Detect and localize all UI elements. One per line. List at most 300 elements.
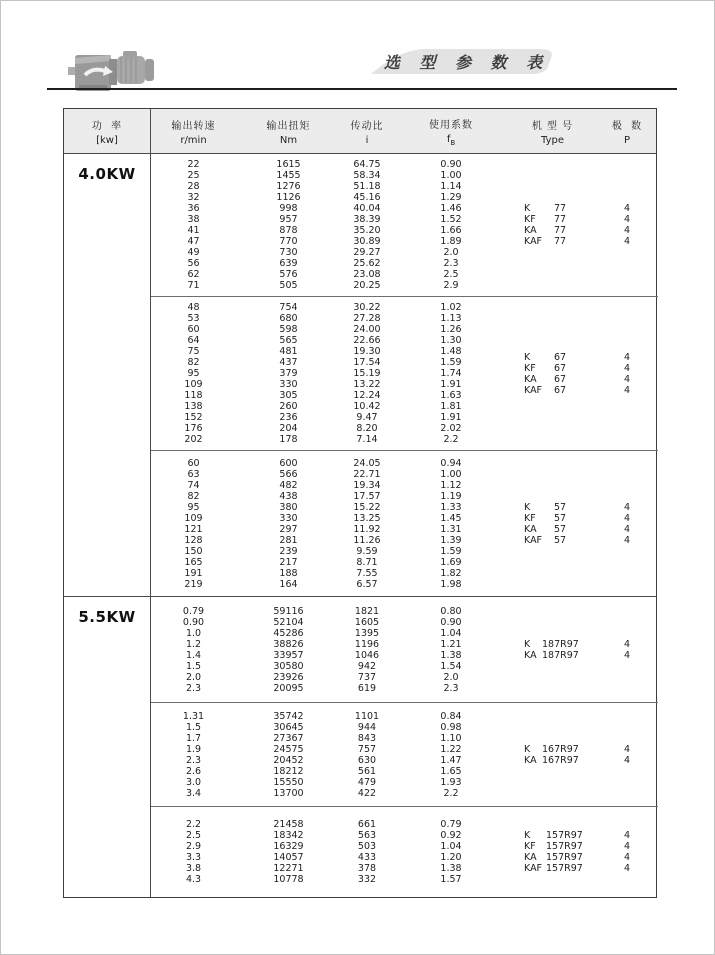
ratio-value: 433 [357,852,377,863]
speed-value: 2.0 [185,671,202,683]
ratio-value: 8.20 [356,423,378,434]
model-entry [524,863,596,874]
power-label: 4.0KW [78,165,136,183]
torque-column [236,807,341,897]
ratio-value: 30.22 [353,302,381,313]
ratio-value: 17.54 [353,357,381,368]
torque-column [236,154,341,296]
ratio-value: 29.27 [353,247,381,258]
torque-value: 12271 [273,863,304,874]
model-size: 187R97 [542,649,579,661]
torque-value: 565 [279,335,298,346]
service-factor-value: 1.33 [440,501,462,513]
speed-value: 152 [184,412,203,423]
speed-value: 1.31 [182,710,205,722]
ratio-value: 22.66 [353,335,381,346]
poles-column [596,451,658,596]
service-factor-value: 2.9 [443,280,459,291]
service-factor-value: 2.0 [443,247,459,258]
ratio-value: 332 [357,874,377,885]
model-entry [524,744,596,755]
model-prefix: K [524,638,531,650]
poles-value: 4 [623,512,631,524]
model-size: 57 [554,523,567,535]
poles-value: 4 [623,649,631,661]
model-size: 157R97 [546,830,583,841]
poles-value: 4 [623,523,631,535]
torque-value: 770 [279,236,298,247]
torque-value: 438 [279,490,298,502]
service-factor-value: 1.22 [440,743,462,755]
torque-column [236,597,341,702]
service-factor-value: 1.81 [440,401,462,412]
model-prefix: KA [524,754,537,766]
model-prefix: KA [524,373,537,385]
speed-value: 95 [187,501,200,513]
ratio-value: 1046 [354,649,380,661]
speed-value: 2.3 [185,682,202,694]
poles-column [596,703,658,806]
table-block [151,597,658,702]
model-prefix: K [524,351,531,363]
poles-value: 4 [623,863,631,874]
ratio-value: 27.28 [353,313,381,324]
torque-value: 27367 [273,732,304,744]
torque-value: 680 [279,313,298,324]
ratio-value: 24.05 [353,457,381,469]
torque-value: 566 [279,468,298,480]
ratio-value: 1605 [354,616,380,628]
ratio-value: 38.39 [353,214,381,225]
poles-value: 4 [623,830,631,841]
model-entry [524,374,596,385]
speed-value: 1.5 [185,660,202,672]
table-header [64,109,656,154]
service-factor-value: 1.10 [440,732,462,744]
service-factor-value: 1.74 [440,368,462,379]
poles-value: 4 [623,501,631,513]
torque-value: 23926 [273,671,304,683]
torque-column [236,703,341,806]
torque-value: 14057 [273,852,304,863]
model-prefix: KAF [524,863,543,874]
speed-value: 1.0 [185,627,202,639]
speed-value: 3.4 [185,787,202,799]
model-size: 57 [554,501,567,513]
service-factor-column [393,597,509,702]
model-size: 57 [554,512,567,524]
model-entry [524,841,596,852]
ratio-column [341,154,393,296]
service-factor-value: 2.02 [440,423,462,434]
service-factor-column [393,807,509,897]
poles-value: 4 [623,214,631,225]
service-factor-value: 1.69 [440,556,462,568]
torque-column [236,451,341,596]
model-prefix: KA [524,523,537,535]
model-prefix: K [524,203,531,214]
service-factor-value: 1.02 [440,302,462,313]
service-factor-value: 1.21 [440,638,462,650]
model-entry [524,830,596,841]
ratio-value: 944 [357,721,377,733]
ratio-column [341,597,393,702]
col-header-torque: 输出扭矩 Nm [266,120,311,146]
ratio-value: 17.57 [353,490,381,502]
speed-value: 64 [187,335,200,346]
torque-value: 437 [279,357,298,368]
model-size: 77 [554,236,567,247]
service-factor-value: 1.47 [440,754,462,766]
ratio-value: 19.30 [353,346,381,357]
speed-value: 109 [184,512,203,524]
speed-value: 202 [184,434,203,445]
torque-value: 10778 [273,874,304,885]
model-entry [524,225,596,236]
torque-value: 998 [279,203,298,214]
ratio-column [341,297,393,450]
speed-value: 2.2 [185,819,202,830]
service-factor-value: 1.19 [440,490,462,502]
col-header-ratio: 传动比 i [350,120,384,146]
model-size: 187R97 [542,638,579,650]
ratio-value: 422 [357,787,377,799]
speed-value: 0.90 [182,616,205,628]
service-factor-value: 1.04 [440,627,462,639]
ratio-value: 378 [357,863,377,874]
ratio-value: 757 [357,743,377,755]
torque-value: 281 [279,534,298,546]
speed-column [151,807,236,897]
model-prefix: KF [524,841,536,852]
speed-value: 60 [187,457,200,469]
model-entry [524,203,596,214]
ratio-value: 563 [357,830,377,841]
torque-value: 30580 [273,660,304,672]
poles-value: 4 [623,841,631,852]
speed-value: 176 [184,423,203,434]
service-factor-value: 0.79 [440,819,462,830]
speed-value: 121 [184,523,203,535]
service-factor-column [393,451,509,596]
speed-value: 62 [187,269,200,280]
ratio-value: 8.71 [356,556,378,568]
poles-value: 4 [623,362,631,374]
speed-value: 47 [187,236,200,247]
speed-value: 28 [187,181,200,192]
service-factor-value: 1.89 [440,236,462,247]
page-title: 选 型 参 数 表 [383,53,550,72]
speed-value: 75 [187,346,200,357]
torque-value: 330 [279,512,298,524]
service-factor-value: 1.91 [440,412,462,423]
model-entry [524,502,596,513]
model-column [509,703,596,806]
service-factor-value: 0.90 [440,616,462,628]
torque-value: 576 [279,269,298,280]
col-header-poles: 极 数 P [611,120,643,146]
model-size: 67 [554,362,567,374]
ratio-value: 15.19 [353,368,381,379]
torque-value: 380 [279,501,298,513]
torque-value: 754 [279,302,298,313]
poles-value: 4 [623,754,631,766]
service-factor-value: 1.38 [440,863,462,874]
model-entry [524,352,596,363]
power-section-5-5kw [64,596,656,897]
torque-value: 482 [279,479,298,491]
torque-value: 639 [279,258,298,269]
torque-value: 35742 [273,710,304,722]
speed-value: 1.7 [185,732,202,744]
torque-value: 957 [279,214,298,225]
ratio-value: 619 [357,682,377,694]
speed-value: 0.79 [182,605,205,617]
torque-value: 45286 [273,627,304,639]
speed-value: 3.8 [185,863,202,874]
service-factor-value: 1.46 [440,203,462,214]
service-factor-value: 0.98 [440,721,462,733]
model-size: 167R97 [542,743,579,755]
service-factor-value: 1.26 [440,324,462,335]
torque-value: 24575 [273,743,304,755]
power-cell [64,154,151,596]
torque-value: 15550 [273,776,304,788]
model-prefix: K [524,501,531,513]
service-factor-value: 1.00 [440,468,462,480]
torque-value: 188 [279,567,298,579]
service-factor-value: 1.98 [440,578,462,590]
model-prefix: KAF [524,236,543,247]
speed-value: 82 [187,357,200,368]
model-size: 157R97 [546,852,583,863]
speed-value: 1.5 [185,721,202,733]
service-factor-value: 1.52 [440,214,462,225]
torque-value: 598 [279,324,298,335]
torque-value: 38826 [273,638,304,650]
speed-value: 38 [187,214,200,225]
torque-value: 878 [279,225,298,236]
torque-value: 18342 [273,830,304,841]
speed-column [151,451,236,596]
speed-column [151,154,236,296]
model-entry [524,535,596,546]
ratio-value: 503 [357,841,377,852]
speed-value: 95 [187,368,200,379]
ratio-value: 64.75 [353,159,381,170]
service-factor-column [393,297,509,450]
model-prefix: KA [524,852,537,863]
ratio-value: 9.59 [356,545,378,557]
ratio-value: 630 [357,754,377,766]
ratio-value: 7.14 [356,434,378,445]
speed-value: 2.5 [185,830,202,841]
model-prefix: KA [524,225,537,236]
service-factor-value: 1.59 [440,545,462,557]
torque-value: 481 [279,346,298,357]
model-column [509,597,596,702]
col-header-service-factor: 使用系数 $f_B$ [429,119,473,147]
speed-value: 150 [184,545,203,557]
model-column [509,807,596,897]
table-block [151,296,658,450]
service-factor-value: 1.45 [440,512,462,524]
torque-value: 16329 [273,841,304,852]
service-factor-value: 2.2 [443,434,459,445]
service-factor-value: 2.3 [443,682,459,694]
model-entry [524,363,596,374]
service-factor-value: 1.31 [440,523,462,535]
power-cell [64,597,151,897]
service-factor-value: 2.5 [443,269,459,280]
service-factor-value: 1.14 [440,181,462,192]
ratio-value: 11.26 [353,534,381,546]
model-prefix: KAF [524,384,543,396]
ratio-value: 1395 [354,627,380,639]
ratio-value: 13.22 [353,379,381,390]
model-size: 157R97 [546,863,583,874]
service-factor-value: 1.00 [440,170,462,181]
ratio-value: 40.04 [353,203,381,214]
speed-value: 4.3 [185,874,202,885]
speed-value: 36 [187,203,200,214]
poles-value: 4 [623,225,631,236]
model-size: 67 [554,351,567,363]
ratio-value: 7.55 [356,567,378,579]
model-column [509,451,596,596]
speed-value: 63 [187,468,200,480]
speed-value: 22 [187,159,200,170]
speed-value: 71 [187,280,200,291]
service-factor-value: 0.92 [440,830,462,841]
speed-value: 1.2 [185,638,202,650]
speed-value: 118 [184,390,203,401]
ratio-value: 19.34 [353,479,381,491]
ratio-column [341,451,393,596]
service-factor-value: 1.13 [440,313,462,324]
speed-value: 128 [184,534,203,546]
torque-value: 260 [279,401,298,412]
ratio-value: 11.92 [353,523,381,535]
ratio-value: 737 [357,671,377,683]
service-factor-value: 1.54 [440,660,462,672]
power-label: 5.5KW [78,608,136,626]
poles-value: 4 [623,743,631,755]
speed-value: 49 [187,247,200,258]
speed-value: 2.9 [185,841,202,852]
model-prefix: KA [524,649,537,661]
service-factor-value: 0.94 [440,457,462,469]
model-size: 157R97 [546,841,583,852]
service-factor-value: 1.48 [440,346,462,357]
service-factor-value: 0.84 [440,710,462,722]
torque-value: 30645 [273,721,304,733]
service-factor-value: 1.39 [440,534,462,546]
service-factor-value: 1.63 [440,390,462,401]
speed-value: 41 [187,225,200,236]
model-prefix: KAF [524,534,543,546]
speed-value: 48 [187,302,200,313]
model-entry [524,513,596,524]
ratio-value: 15.22 [353,501,381,513]
model-prefix: KF [524,512,536,524]
model-entry [524,236,596,247]
speed-value: 60 [187,324,200,335]
torque-value: 600 [279,457,298,469]
ratio-value: 561 [357,765,377,777]
speed-value: 53 [187,313,200,324]
ratio-value: 45.16 [353,192,381,203]
torque-value: 297 [279,523,298,535]
ratio-value: 30.89 [353,236,381,247]
ratio-value: 479 [357,776,377,788]
speed-column [151,703,236,806]
model-column [509,297,596,450]
ratio-value: 843 [357,732,377,744]
torque-value: 379 [279,368,298,379]
ratio-value: 9.47 [356,412,378,423]
torque-value: 164 [279,578,298,590]
torque-value: 1615 [276,159,301,170]
service-factor-value: 1.29 [440,192,462,203]
speed-value: 3.3 [185,852,202,863]
model-prefix: KF [524,214,536,225]
poles-column [596,154,658,296]
torque-value: 236 [279,412,298,423]
poles-value: 4 [623,638,631,650]
ratio-value: 22.71 [353,468,381,480]
model-entry [524,650,596,661]
ratio-value: 23.08 [353,269,381,280]
model-size: 77 [554,225,567,236]
service-factor-value: 1.65 [440,765,462,777]
service-factor-value: 2.0 [443,671,459,683]
table-block [151,154,658,296]
speed-value: 82 [187,490,200,502]
torque-value: 1455 [276,170,301,181]
col-header-power: 功 率 [kw] [64,109,151,153]
ratio-column [341,703,393,806]
service-factor-value: 1.38 [440,649,462,661]
speed-value: 3.0 [185,776,202,788]
torque-value: 305 [279,390,298,401]
service-factor-value: 1.30 [440,335,462,346]
ratio-value: 942 [357,660,377,672]
poles-column [596,297,658,450]
torque-value: 13700 [273,787,304,799]
speed-value: 2.6 [185,765,202,777]
poles-column [596,807,658,897]
ratio-value: 6.57 [356,578,378,590]
speed-value: 25 [187,170,200,181]
col-header-speed: 输出转速 r/min [171,120,216,146]
torque-value: 1276 [276,181,301,192]
ratio-value: 35.20 [353,225,381,236]
ratio-value: 1101 [354,710,380,722]
model-size: 57 [554,534,567,546]
torque-value: 20095 [273,682,304,694]
torque-value: 20452 [273,754,304,766]
torque-value: 239 [279,545,298,557]
torque-value: 217 [279,556,298,568]
service-factor-value: 1.12 [440,479,462,491]
model-size: 167R97 [542,754,579,766]
model-entry [524,385,596,396]
model-size: 77 [554,203,567,214]
model-entry [524,852,596,863]
speed-value: 56 [187,258,200,269]
model-entry [524,214,596,225]
